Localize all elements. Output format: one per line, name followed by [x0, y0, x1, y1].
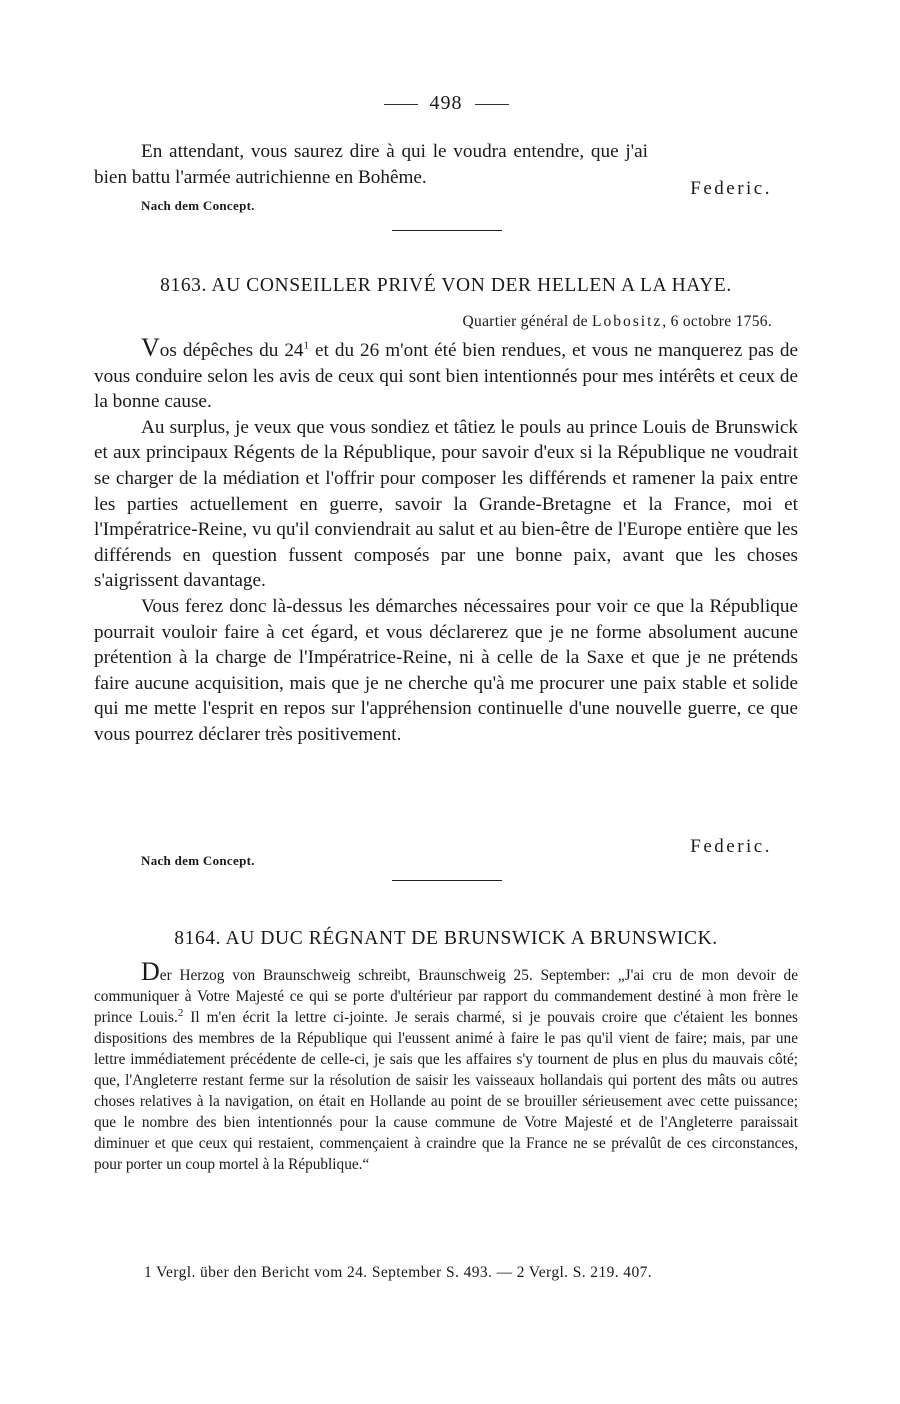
- letter-8163-paragraph-1: [94, 333, 799, 415]
- page-number-line: [94, 92, 798, 115]
- dropcap: V: [141, 333, 160, 362]
- letter-8164-body: [94, 957, 798, 1175]
- paragraph-text: er Herzog von Braunschweig schreibt, Braunschweig 25. September: „J'ai cru de mon devoir de communiquer à Votre Majesté ce qui se porte d'ultérieur par rapport du commandement destiné à mon frère le prince Louis.: [94, 967, 798, 1026]
- intro-source-note: Nach dem Concept.: [141, 198, 255, 213]
- dropcap: D: [141, 957, 160, 986]
- footnote-ref-1: 1: [303, 339, 310, 352]
- letter-8164-heading: 8164. AU DUC RÉGNANT DE BRUNSWICK A BRUNSWICK.: [174, 928, 718, 949]
- letter-8163-dateline: [463, 313, 772, 331]
- page-number-dash-right: [475, 104, 509, 105]
- section-divider: [392, 230, 502, 231]
- page-number-dash-left: [384, 104, 418, 105]
- letter-8163-source-note: Nach dem Concept.: [141, 853, 255, 868]
- document-page: [94, 0, 798, 1404]
- letter-8163-paragraph-2: Au surplus, je veux que vous sondiez et tâtiez le pouls au prince Louis de Brunswick et aux principaux Régents de la République, pour savoir d'eux si la République ne voudrait se charger de la médiation et l'offrir pour composer les différends et ramener la paix entre les parties actuellement en guerre, savoir la Grande-Bretagne et la France, moi et l'Impératrice-Reine, vu qu'il conviendrait au salut et au bien-être de l'Europe entière que les différends en question fussent composés par une bonne paix, avant que les choses s'aigrissent davantage.: [94, 416, 798, 592]
- letter-8163-signature: Federic.: [690, 836, 772, 857]
- letter-8163-paragraph-3: Vous ferez donc là-dessus les démarches nécessaires pour voir ce que la République pourrait vouloir faire à cet égard, et vous déclarerez que je ne forme absolument aucune prétention à la charge de l'Impératrice-Reine, ni à celle de la Saxe et que je ne prétends faire aucune acquisition, mais que je ne cherche qu'à me procurer une paix stable et solide qui me mette l'esprit en repos sur l'appréhension continuelle d'une nouvelle guerre, ce que vous pourrez déclarer très positivement.: [94, 595, 798, 745]
- page-number: 498: [429, 92, 463, 114]
- letter-8163-body: [94, 333, 799, 748]
- footnotes: 1 Vergl. über den Bericht vom 24. September S. 493. — 2 Vergl. S. 219. 407.: [144, 1264, 653, 1281]
- paragraph-text: Il m'en écrit la lettre ci-jointe. Je serais charmé, si je pouvais croire que c'étaient les bonnes dispositions des membres de la République qui l'eussent animé à faire le pas qu'il vient de faire; mais, par une lettre immédiatement précédente de celle-ci, je sais que les affaires s'y tournent de plus en plus du mauvais côté; que, l'Angleterre restant ferme sur la résolution de saisir les vaisseaux hollandais qui portent des mâts ou autres choses relatives à la navigation, on était en Hollande au point de se brouiller sérieusement avec cette puissance; que le nombre des bien intentionnés pour la cause commune de Votre Majesté et de l'Angleterre paraissait diminuer et que ceux qui restaient, commençaient à craindre que la France ne se prévalût de ces circonstances, pour porter un coup mortel à la République.“: [94, 1009, 798, 1173]
- letter-8163-heading: 8163. AU CONSEILLER PRIVÉ VON DER HELLEN A LA HAYE.: [160, 275, 732, 296]
- intro-paragraph: En attendant, vous saurez dire à qui le voudra entendre, que j'ai bien battu l'armée autrichienne en Bohême.: [94, 141, 648, 188]
- intro-signature: Federic.: [690, 178, 772, 199]
- dateline-prefix: Quartier général de: [462, 313, 588, 330]
- dateline-date: , 6 octobre 1756.: [662, 313, 772, 330]
- letter-8164-paragraph-1: [94, 957, 798, 1175]
- dateline-place: Lobositz: [592, 313, 663, 330]
- footnote-ref-2: 2: [177, 1006, 184, 1019]
- section-divider: [392, 880, 502, 881]
- paragraph-text: et du 26 m'ont été bien rendues, et vous ne manquerez pas de vous conduire selon les avis de ceux qui sont bien intentionnés pour mes intérêts et ceux de la bonne cause.: [94, 340, 799, 413]
- paragraph-text: os dépêches du 24: [159, 340, 304, 361]
